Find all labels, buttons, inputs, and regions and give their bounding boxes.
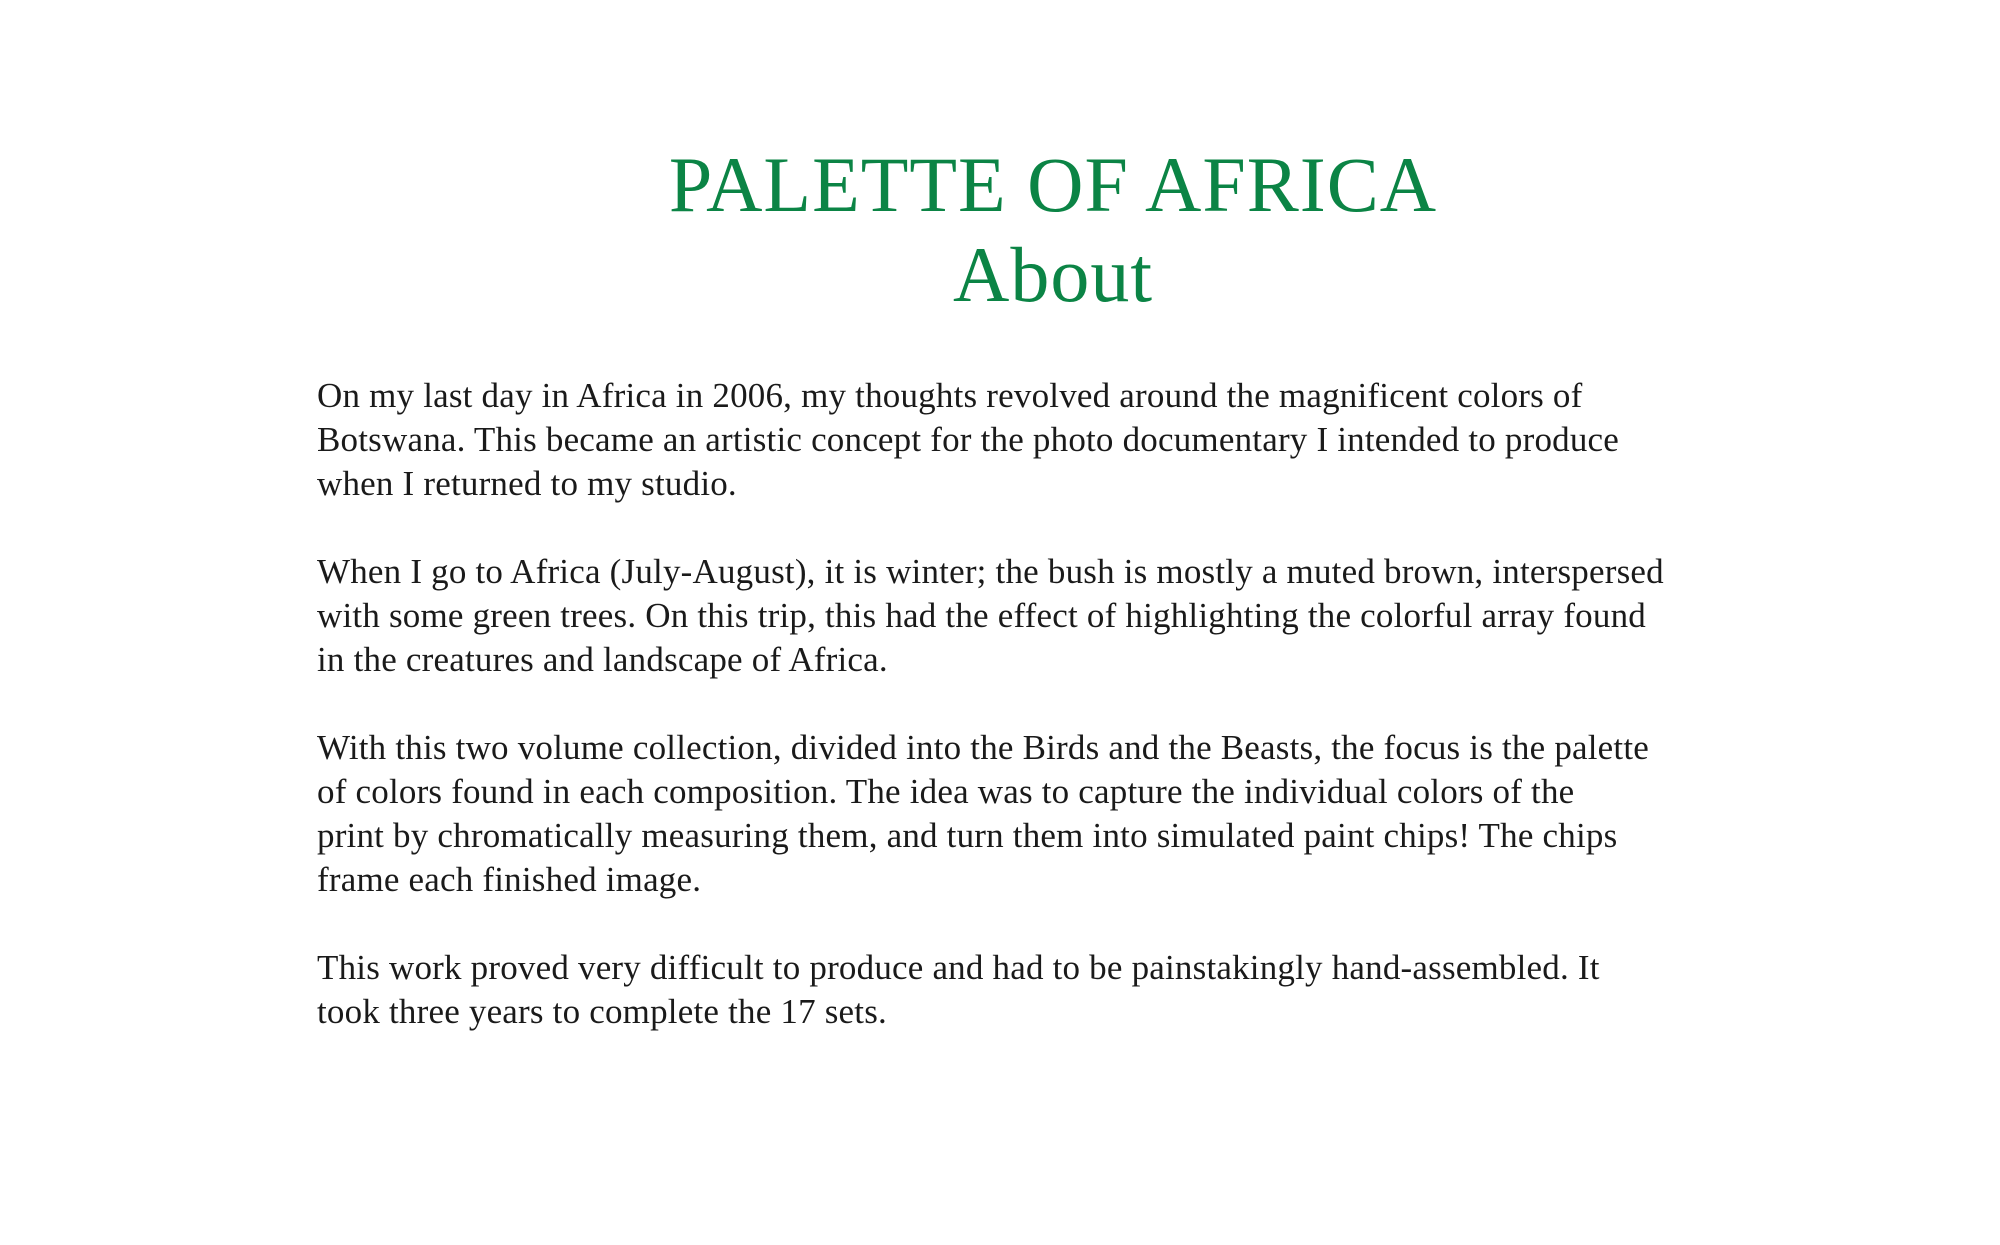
paragraph-line: This work proved very difficult to produce and had to be painstakingly hand-assembled. It	[317, 948, 1600, 987]
paragraph-difficulty	[317, 946, 1797, 1034]
paragraph-winter	[317, 550, 1797, 682]
paragraph-line: with some green trees. On this trip, this had the effect of highlighting the colorful array found	[317, 596, 1646, 635]
page-subtitle: About	[953, 231, 1153, 318]
page-title: PALETTE OF AFRICA	[668, 141, 1438, 228]
paragraph-line: when I returned to my studio.	[317, 464, 737, 503]
paragraph-line: took three years to complete the 17 sets.	[317, 992, 887, 1031]
paragraph-collection	[317, 726, 1797, 902]
paragraph-line: When I go to Africa (July-August), it is winter; the bush is mostly a muted brown, interspersed	[317, 552, 1664, 591]
paragraph-line: With this two volume collection, divided into the Birds and the Beasts, the focus is the palette	[317, 728, 1649, 767]
paragraph-line: On my last day in Africa in 2006, my thoughts revolved around the magnificent colors of	[317, 376, 1583, 415]
paragraph-line: print by chromatically measuring them, and turn them into simulated paint chips! The chips	[317, 816, 1618, 855]
paragraph-line: frame each finished image.	[317, 860, 702, 899]
paragraph-line: in the creatures and landscape of Africa.	[317, 640, 888, 679]
paragraph-line: of colors found in each composition. The idea was to capture the individual colors of the	[317, 772, 1575, 811]
paragraph-line: Botswana. This became an artistic concept for the photo documentary I intended to produce	[317, 420, 1620, 459]
paragraph-last-day	[317, 374, 1797, 506]
